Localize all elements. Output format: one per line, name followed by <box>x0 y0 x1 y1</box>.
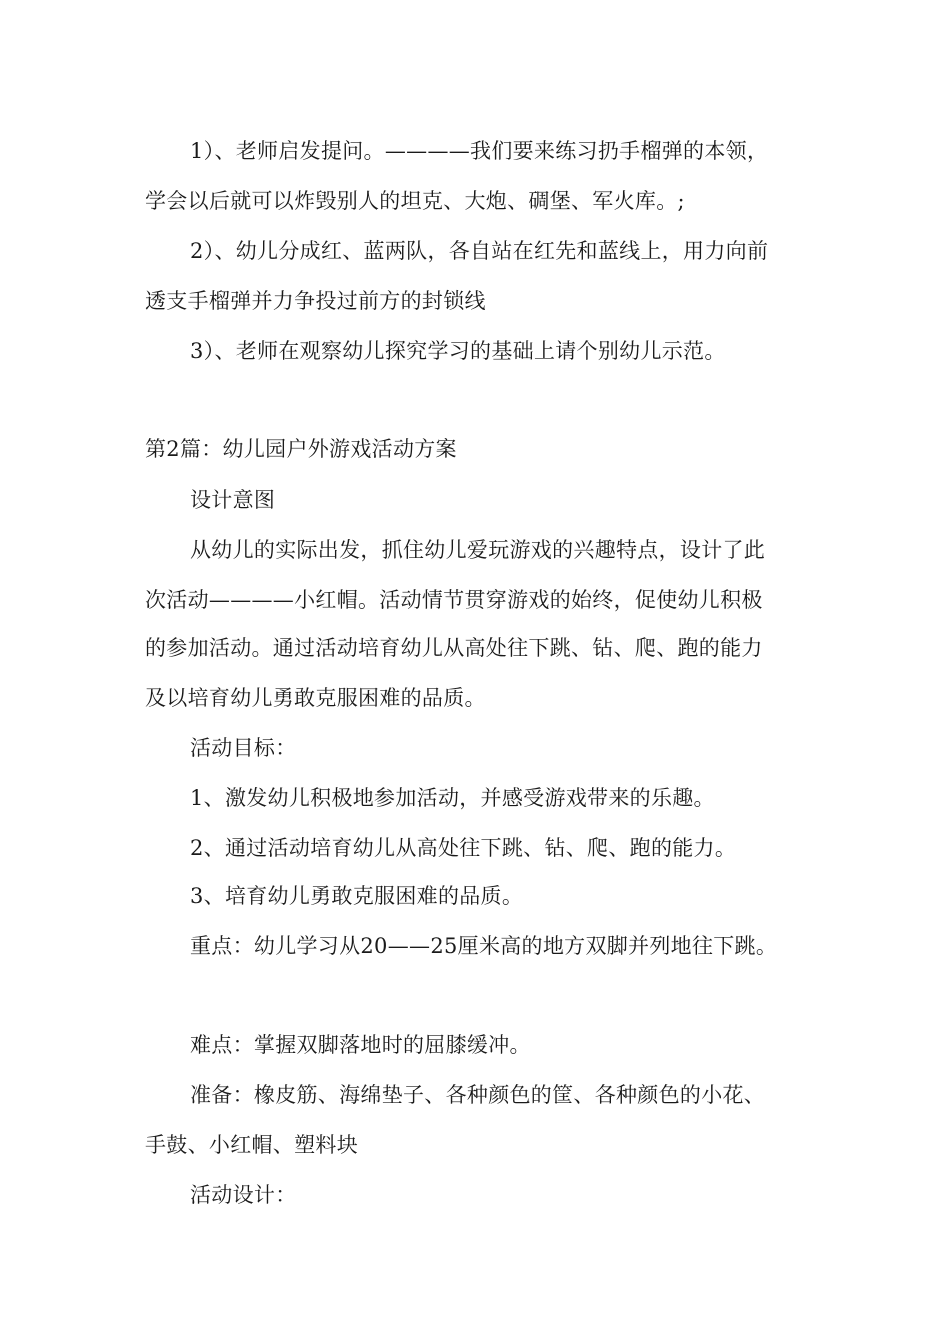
subheading: 活动设计： <box>190 1183 297 1207</box>
paragraph-line: 重点：幼儿学习从20——25厘米高的地方双脚并列地往下跳。 <box>190 934 778 958</box>
section-heading: 第2篇：幼儿园户外游戏活动方案 <box>145 437 457 461</box>
subheading: 设计意图 <box>190 488 276 512</box>
paragraph-line: 难点：掌握双脚落地时的屈膝缓冲。 <box>190 1033 531 1057</box>
list-item: 1、激发幼儿积极地参加活动，并感受游戏带来的乐趣。 <box>190 786 715 810</box>
paragraph-line: 的参加活动。通过活动培育幼儿从高处往下跳、钻、爬、跑的能力 <box>145 636 763 660</box>
subheading: 活动目标： <box>190 736 297 760</box>
paragraph-line: 手鼓、小红帽、塑料块 <box>145 1133 358 1157</box>
paragraph-line: 学会以后就可以炸毁别人的坦克、大炮、碉堡、军火库。; <box>145 189 685 213</box>
paragraph-line: 准备：橡皮筋、海绵垫子、各种颜色的筐、各种颜色的小花、 <box>190 1083 766 1107</box>
paragraph-line: 2）、幼儿分成红、蓝两队，各自站在红先和蓝线上，用力向前 <box>190 239 769 263</box>
list-item: 2、通过活动培育幼儿从高处往下跳、钻、爬、跑的能力。 <box>190 836 737 860</box>
paragraph-line: 次活动————小红帽。活动情节贯穿游戏的始终，促使幼儿积极 <box>145 588 763 612</box>
list-item: 3、培育幼儿勇敢克服困难的品质。 <box>190 884 524 908</box>
paragraph-line: 3）、老师在观察幼儿探究学习的基础上请个别幼儿示范。 <box>190 339 726 363</box>
paragraph-line: 及以培育幼儿勇敢克服困难的品质。 <box>145 686 486 710</box>
paragraph-line: 透支手榴弹并力争投过前方的封锁线 <box>145 289 486 313</box>
paragraph-line: 1）、老师启发提问。————我们要来练习扔手榴弹的本领， <box>190 139 769 163</box>
paragraph-line: 从幼儿的实际出发，抓住幼儿爱玩游戏的兴趣特点，设计了此 <box>190 538 766 562</box>
